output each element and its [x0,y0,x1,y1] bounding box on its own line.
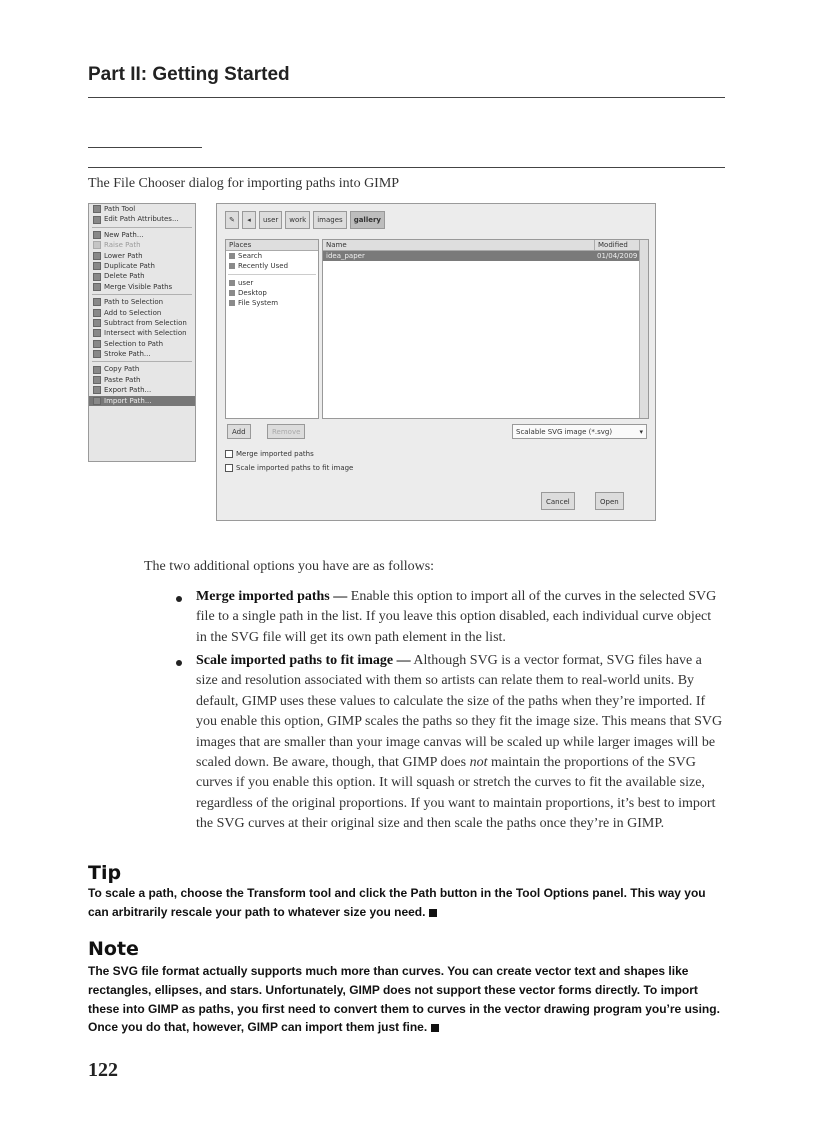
places-panel [225,239,319,419]
figure-screenshot [88,203,656,521]
menu-item[interactable] [89,339,195,349]
menu-item-icon [93,205,101,213]
menu-item-icon [93,397,101,405]
bullet-text [196,651,724,835]
menu-item-label: Subtract from Selection [104,318,187,327]
bullet-dot [176,596,182,602]
menu-item-label: Add to Selection [104,308,162,317]
bullet-body-a: Although SVG is a vector format, SVG files have a size and resolution associated with them so artists can relate them to real-world units. By default, GIMP uses these values to calculate the size of the paths when they’re imported. If you enable this option, GIMP scales the paths so they fit the image size. This means that SVG images that are smaller than your image canvas will be scaled up while larger images will be scaled down. Be aware, though, that GIMP does [196,653,723,771]
file-row[interactable] [323,251,648,261]
file-name: idea_paper [326,252,365,260]
add-bookmark-button[interactable]: Add [227,424,251,439]
menu-separator [92,294,192,295]
menu-item[interactable] [89,396,195,406]
remove-bookmark-button[interactable]: Remove [267,424,305,439]
menu-item-label: Intersect with Selection [104,329,187,338]
pathbar-gallery[interactable]: gallery [350,211,385,229]
note-text [88,962,724,1037]
menu-item-label: Paste Path [104,375,141,384]
place-label: user [238,279,254,287]
back-arrow-icon[interactable]: ◂ [242,211,256,229]
checkbox-box[interactable] [225,464,233,472]
place-filesystem[interactable] [226,298,318,308]
file-date: 01/04/2009 [597,252,638,260]
menu-item-icon [93,309,101,317]
clock-icon [229,263,235,269]
search-icon [229,253,235,259]
menu-item[interactable] [89,282,195,292]
menu-item[interactable] [89,261,195,271]
menu-item-label: Raise Path [104,241,141,250]
tip-text [88,884,724,922]
page-number: 122 [88,1059,118,1081]
place-label: Search [238,252,263,260]
home-folder-icon [229,280,235,286]
places-divider [228,274,316,275]
menu-item-label: Selection to Path [104,339,164,348]
file-chooser-dialog [216,203,656,521]
merge-label: Merge imported paths [236,450,314,458]
places-header[interactable]: Places [226,240,318,251]
bullet-text [196,587,724,648]
menu-item[interactable] [89,204,195,214]
menu-item-label: Stroke Path... [104,350,151,359]
menu-item-label: Path to Selection [104,298,164,307]
bullet-emphasis: not [469,755,488,771]
menu-item-icon [93,283,101,291]
menu-item-label: Delete Path [104,272,145,281]
menu-item-icon [93,241,101,249]
scale-paths-checkbox[interactable] [225,464,353,472]
menu-item-icon [93,376,101,384]
menu-item-label: Copy Path [104,365,140,374]
folder-icon [229,290,235,296]
menu-item-icon [93,216,101,224]
figure-caption: The File Chooser dialog for importing paths into GIMP [88,176,400,191]
menu-item-icon [93,252,101,260]
file-list [322,239,649,419]
menu-item-label: Edit Path Attributes... [104,215,179,224]
menu-item-icon [93,319,101,327]
running-header: Part II: Getting Started [88,64,290,85]
menu-item-label: Import Path... [104,396,152,405]
modified-column-header[interactable]: Modified [594,240,648,250]
pathbar-user[interactable]: user [259,211,282,229]
tip-body: To scale a path, choose the Transform tool and click the Path button in the Tool Options panel. This way you can arbitrarily rescale your path to whatever size you need. [88,886,706,919]
chevron-down-icon: ▾ [639,428,643,436]
drive-icon [229,300,235,306]
menu-item[interactable] [89,328,195,338]
menu-item-label: Path Tool [104,205,136,213]
bullet-lead: Merge imported paths — [196,589,348,604]
place-recent[interactable] [226,261,318,271]
file-list-header [323,240,648,251]
end-mark-icon [431,1024,439,1032]
menu-item[interactable] [89,385,195,395]
menu-item-icon [93,273,101,281]
menu-item-label: Duplicate Path [104,261,155,270]
menu-item[interactable] [89,271,195,281]
menu-item-label: Merge Visible Paths [104,282,173,291]
menu-item[interactable] [89,364,195,374]
end-mark-icon [429,909,437,917]
menu-item[interactable] [89,308,195,318]
menu-item-icon [93,262,101,270]
merge-paths-checkbox[interactable] [225,450,314,458]
scale-label: Scale imported paths to fit image [236,464,354,472]
place-search[interactable] [226,251,318,261]
paths-context-menu [88,203,196,462]
bullet-body: Enable this option to import all of the curves in the selected SVG file to a single path in the list. If you leave this option disabled, each individual curve object in the SVG file will get its own path element in the list. [196,589,717,645]
menu-item[interactable] [89,240,195,250]
menu-item-icon [93,231,101,239]
menu-item-icon [93,340,101,348]
path-bar [225,211,385,229]
menu-item-icon [93,350,101,358]
menu-item-label: New Path... [104,230,144,239]
note-body: The SVG file format actually supports much more than curves. You can create vector text and shapes like rectangles, ellipses, and stars. Unfortunately, GIMP does not support these vector forms directly. To import these into GIMP as paths, you first need to convert them to curves in the vector drawing program you’re using. Once you do that, however, GIMP can import them just fine. [88,964,720,1035]
menu-item[interactable] [89,230,195,240]
menu-item[interactable] [89,297,195,307]
note-heading: Note [88,938,139,960]
place-label: File System [238,299,279,307]
cancel-button[interactable]: Cancel [541,492,575,510]
intro-paragraph: The two additional options you have are as follows: [144,559,435,574]
place-user[interactable] [226,278,318,288]
place-label: Desktop [238,289,267,297]
figure-rule-short [88,147,202,148]
file-type-label: Scalable SVG image (*.svg) [516,428,613,436]
menu-item[interactable] [89,251,195,261]
menu-item-icon [93,298,101,306]
menu-item[interactable] [89,375,195,385]
menu-item-label: Export Path... [104,386,152,395]
pathbar-images[interactable]: images [313,211,346,229]
place-label: Recently Used [238,262,289,270]
file-list-scrollbar[interactable] [639,240,648,418]
menu-separator [92,227,192,228]
open-button[interactable]: Open [595,492,624,510]
edit-location-icon[interactable]: ✎ [225,211,239,229]
tip-heading: Tip [88,862,122,884]
menu-item-icon [93,329,101,337]
menu-item[interactable] [89,318,195,328]
checkbox-box[interactable] [225,450,233,458]
place-desktop[interactable] [226,288,318,298]
menu-item[interactable] [89,349,195,359]
menu-item-label: Lower Path [104,251,143,260]
pathbar-work[interactable]: work [285,211,310,229]
menu-item-icon [93,386,101,394]
bullet-body-b: maintain the proportions of the SVG curves if you enable this option. It will squash or stretch the curves to fit the available size, regardless of the original proportions. If you want to maintain proportions, it’s best to import the SVG curves at their original size and then scale the paths once they’re in GIMP. [196,755,716,832]
name-column-header[interactable]: Name [326,241,347,249]
header-rule [88,97,725,98]
menu-separator [92,361,192,362]
file-type-select[interactable] [512,424,647,439]
bullet-dot [176,660,182,666]
bullet-lead: Scale imported paths to fit image — [196,653,411,668]
menu-item[interactable] [89,214,195,224]
menu-item-icon [93,366,101,374]
figure-rule [88,167,725,168]
